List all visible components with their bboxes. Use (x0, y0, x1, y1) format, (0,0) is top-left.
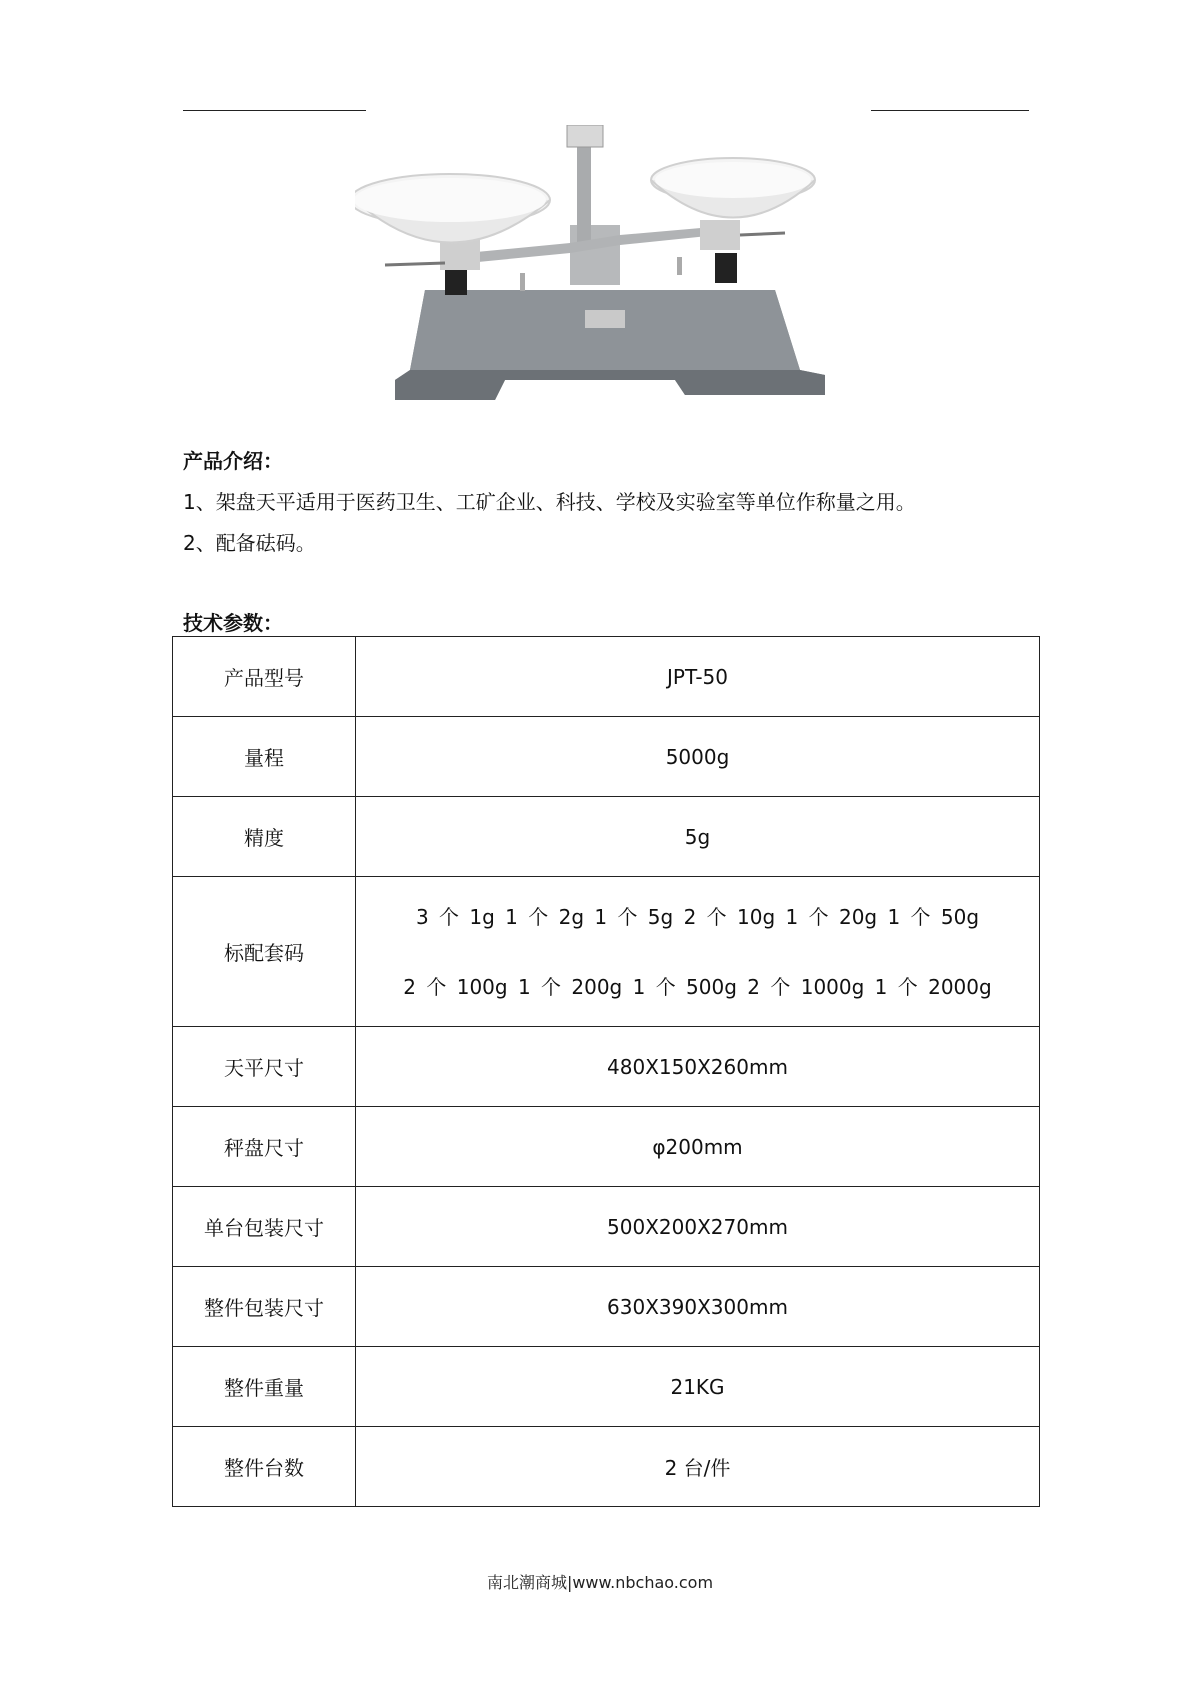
table-row (173, 877, 1040, 1027)
spec-label: 秤盘尺寸 (173, 1107, 356, 1187)
table-row (173, 1187, 1040, 1267)
spec-value: 500X200X270mm (356, 1187, 1040, 1267)
footer-site-link[interactable]: 南北潮商城|www.nbchao.com (486, 1573, 714, 1592)
table-row (173, 1267, 1040, 1347)
spec-label: 整件包装尺寸 (173, 1267, 356, 1347)
header-rule-left (183, 110, 366, 111)
table-row (173, 1107, 1040, 1187)
spec-value: 630X390X300mm (356, 1267, 1040, 1347)
spec-value: 5g (356, 797, 1040, 877)
spec-label: 单台包装尺寸 (173, 1187, 356, 1267)
spec-label: 整件台数 (173, 1427, 356, 1507)
spec-label: 精度 (173, 797, 356, 877)
weights-line-1: 3 个 1g 1 个 2g 1 个 5g 2 个 10g 1 个 20g 1 个 50g (415, 904, 980, 929)
intro-line-2: 2、配备砝码。 (183, 531, 316, 555)
specs-heading: 技术参数： (183, 611, 283, 635)
balance-scale-photo (355, 125, 855, 445)
table-row (173, 1427, 1040, 1507)
weights-line-2: 2 个 100g 1 个 200g 1 个 500g 2 个 1000g 1 个 2000g (403, 974, 992, 999)
spec-value: 2 台/件 (356, 1427, 1040, 1507)
intro-line-1: 1、架盘天平适用于医药卫生、工矿企业、科技、学校及实验室等单位作称量之用。 (183, 490, 916, 514)
intro-heading: 产品介绍： (183, 449, 283, 473)
spec-label: 天平尺寸 (173, 1027, 356, 1107)
spec-value: 21KG (356, 1347, 1040, 1427)
spec-value: 5000g (356, 717, 1040, 797)
spec-value-weights (356, 877, 1040, 1027)
spec-label: 整件重量 (173, 1347, 356, 1427)
spec-value: 480X150X260mm (356, 1027, 1040, 1107)
spec-value: φ200mm (356, 1107, 1040, 1187)
spec-table (172, 636, 1040, 1507)
table-row (173, 1347, 1040, 1427)
table-row (173, 637, 1040, 717)
table-row (173, 717, 1040, 797)
spec-value: JPT-50 (356, 637, 1040, 717)
spec-label: 标配套码 (173, 877, 356, 1027)
table-row (173, 1027, 1040, 1107)
table-row (173, 797, 1040, 877)
spec-label: 产品型号 (173, 637, 356, 717)
header-rule-right (871, 110, 1029, 111)
spec-label: 量程 (173, 717, 356, 797)
